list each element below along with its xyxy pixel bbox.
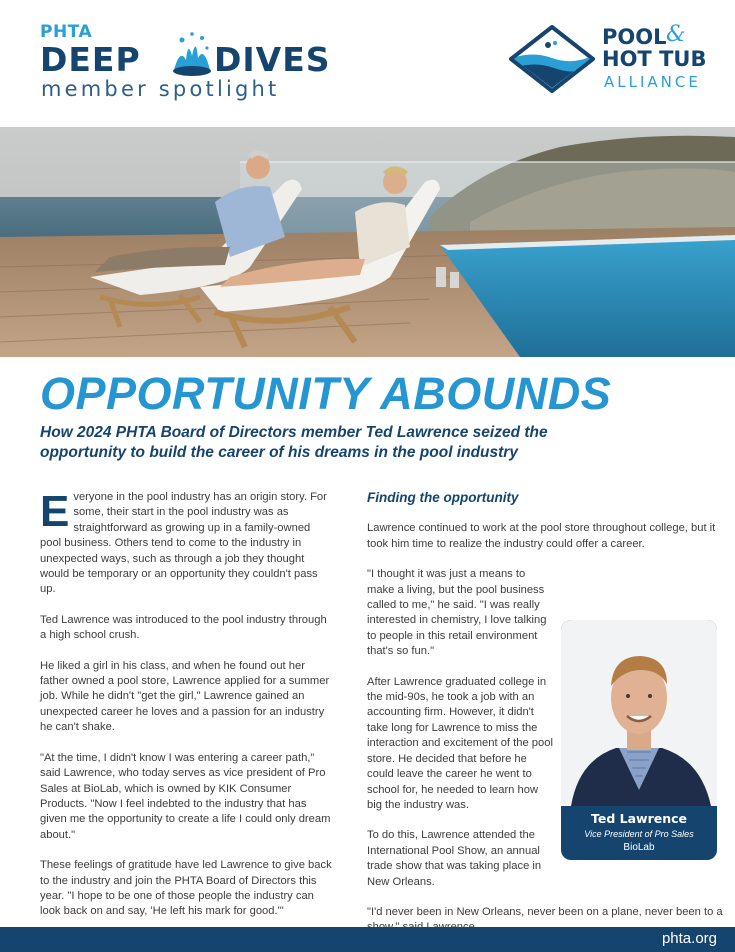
paragraph: "I thought it was just a means to make a living, but the pool business called to me," he said. "I was really interested in chemistry, I love talking to people in this retail environment that's so fun." [367,568,547,658]
paragraph: Everyone in the pool industry has an origin story. For some, their start in the pool industry was as straightforward as growing up in a family-owned pool business. Others tend to come to the industry in unexpected ways, such as through a job they thought would be temporary or an opportunity they couldn't pass up. [40,487,327,596]
profile-photo [561,620,717,806]
paragraph: Lawrence continued to work at the pool store throughout college, but it took him time to realize the industry could offer a career. [367,522,716,550]
drop-cap: E [40,487,70,536]
footer-bar [0,927,735,952]
paragraph: "At the time, I didn't know I was entering a career path," said Lawrence, who today serves as vice president of Pro Sales at BioLab, which is owned by KIK Consumer Products. "Now I feel indebted to the industry that has given me the opportunity to create a life I could only dream about." [40,751,331,841]
paragraph: He liked a girl in his class, and when he found out her father owned a pool store, Lawrence applied for a summer job. While he didn't "get the girl," Lawrence gained an unexpected career he loves and a passion for an industry he can't shake. [40,659,330,734]
logo-ampersand: & [666,22,686,47]
series-subtitle: member spotlight [41,77,280,101]
paragraph: To do this, Lawrence attended the International Pool Show, an annual trade show that was taking place in New Orleans. [367,829,542,888]
profile-card [561,620,717,860]
series-word-deep: DEEP [40,40,141,79]
profile-name: Ted Lawrence [590,811,688,826]
hero-photo-poolside-loungers [0,127,735,357]
series-word-dives: DIVES [214,40,331,79]
article-column-left [40,487,333,935]
footer-url-link[interactable]: phta.org [661,930,717,947]
paragraph: "I'd never been in New Orleans, never been on a plane, never been to a [367,905,723,918]
series-prefix: PHTA [40,22,93,42]
section-heading: Finding the opportunity [367,490,519,505]
logo-text-pool: POOL [602,25,667,49]
article-title: OPPORTUNITY ABOUNDS [40,368,612,419]
profile-role: Vice President of Pro Sales [584,829,694,839]
paragraph: Ted Lawrence was introduced to the pool industry through a high school crush. [40,613,327,642]
logo-text-alliance: ALLIANCE [604,73,701,91]
article-subtitle: How 2024 PHTA Board of Directors member Ted Lawrence seized the opportunity to build the career of his dreams in the pool industry [40,424,548,461]
alliance-logo-icon [508,24,596,94]
paragraph: These feelings of gratitude have led Lawrence to give back to the industry and join the PHTA Board of Directors this year. "I hope to be one of those people the industry can look back on and say, 'He left his mark for good.'" [40,859,332,918]
profile-company: BioLab [623,842,655,853]
water-splash-icon [170,30,214,78]
paragraph: After Lawrence graduated college in the mid-90s, he took a job with an accounting firm. However, it didn't take long for Lawrence to miss the interaction and excitement of the pool store. He decided that before he could leave the career he went to school for, he needed to learn how big the industry was. [367,675,553,811]
logo-text-hot-tub: HOT TUB [602,47,707,71]
